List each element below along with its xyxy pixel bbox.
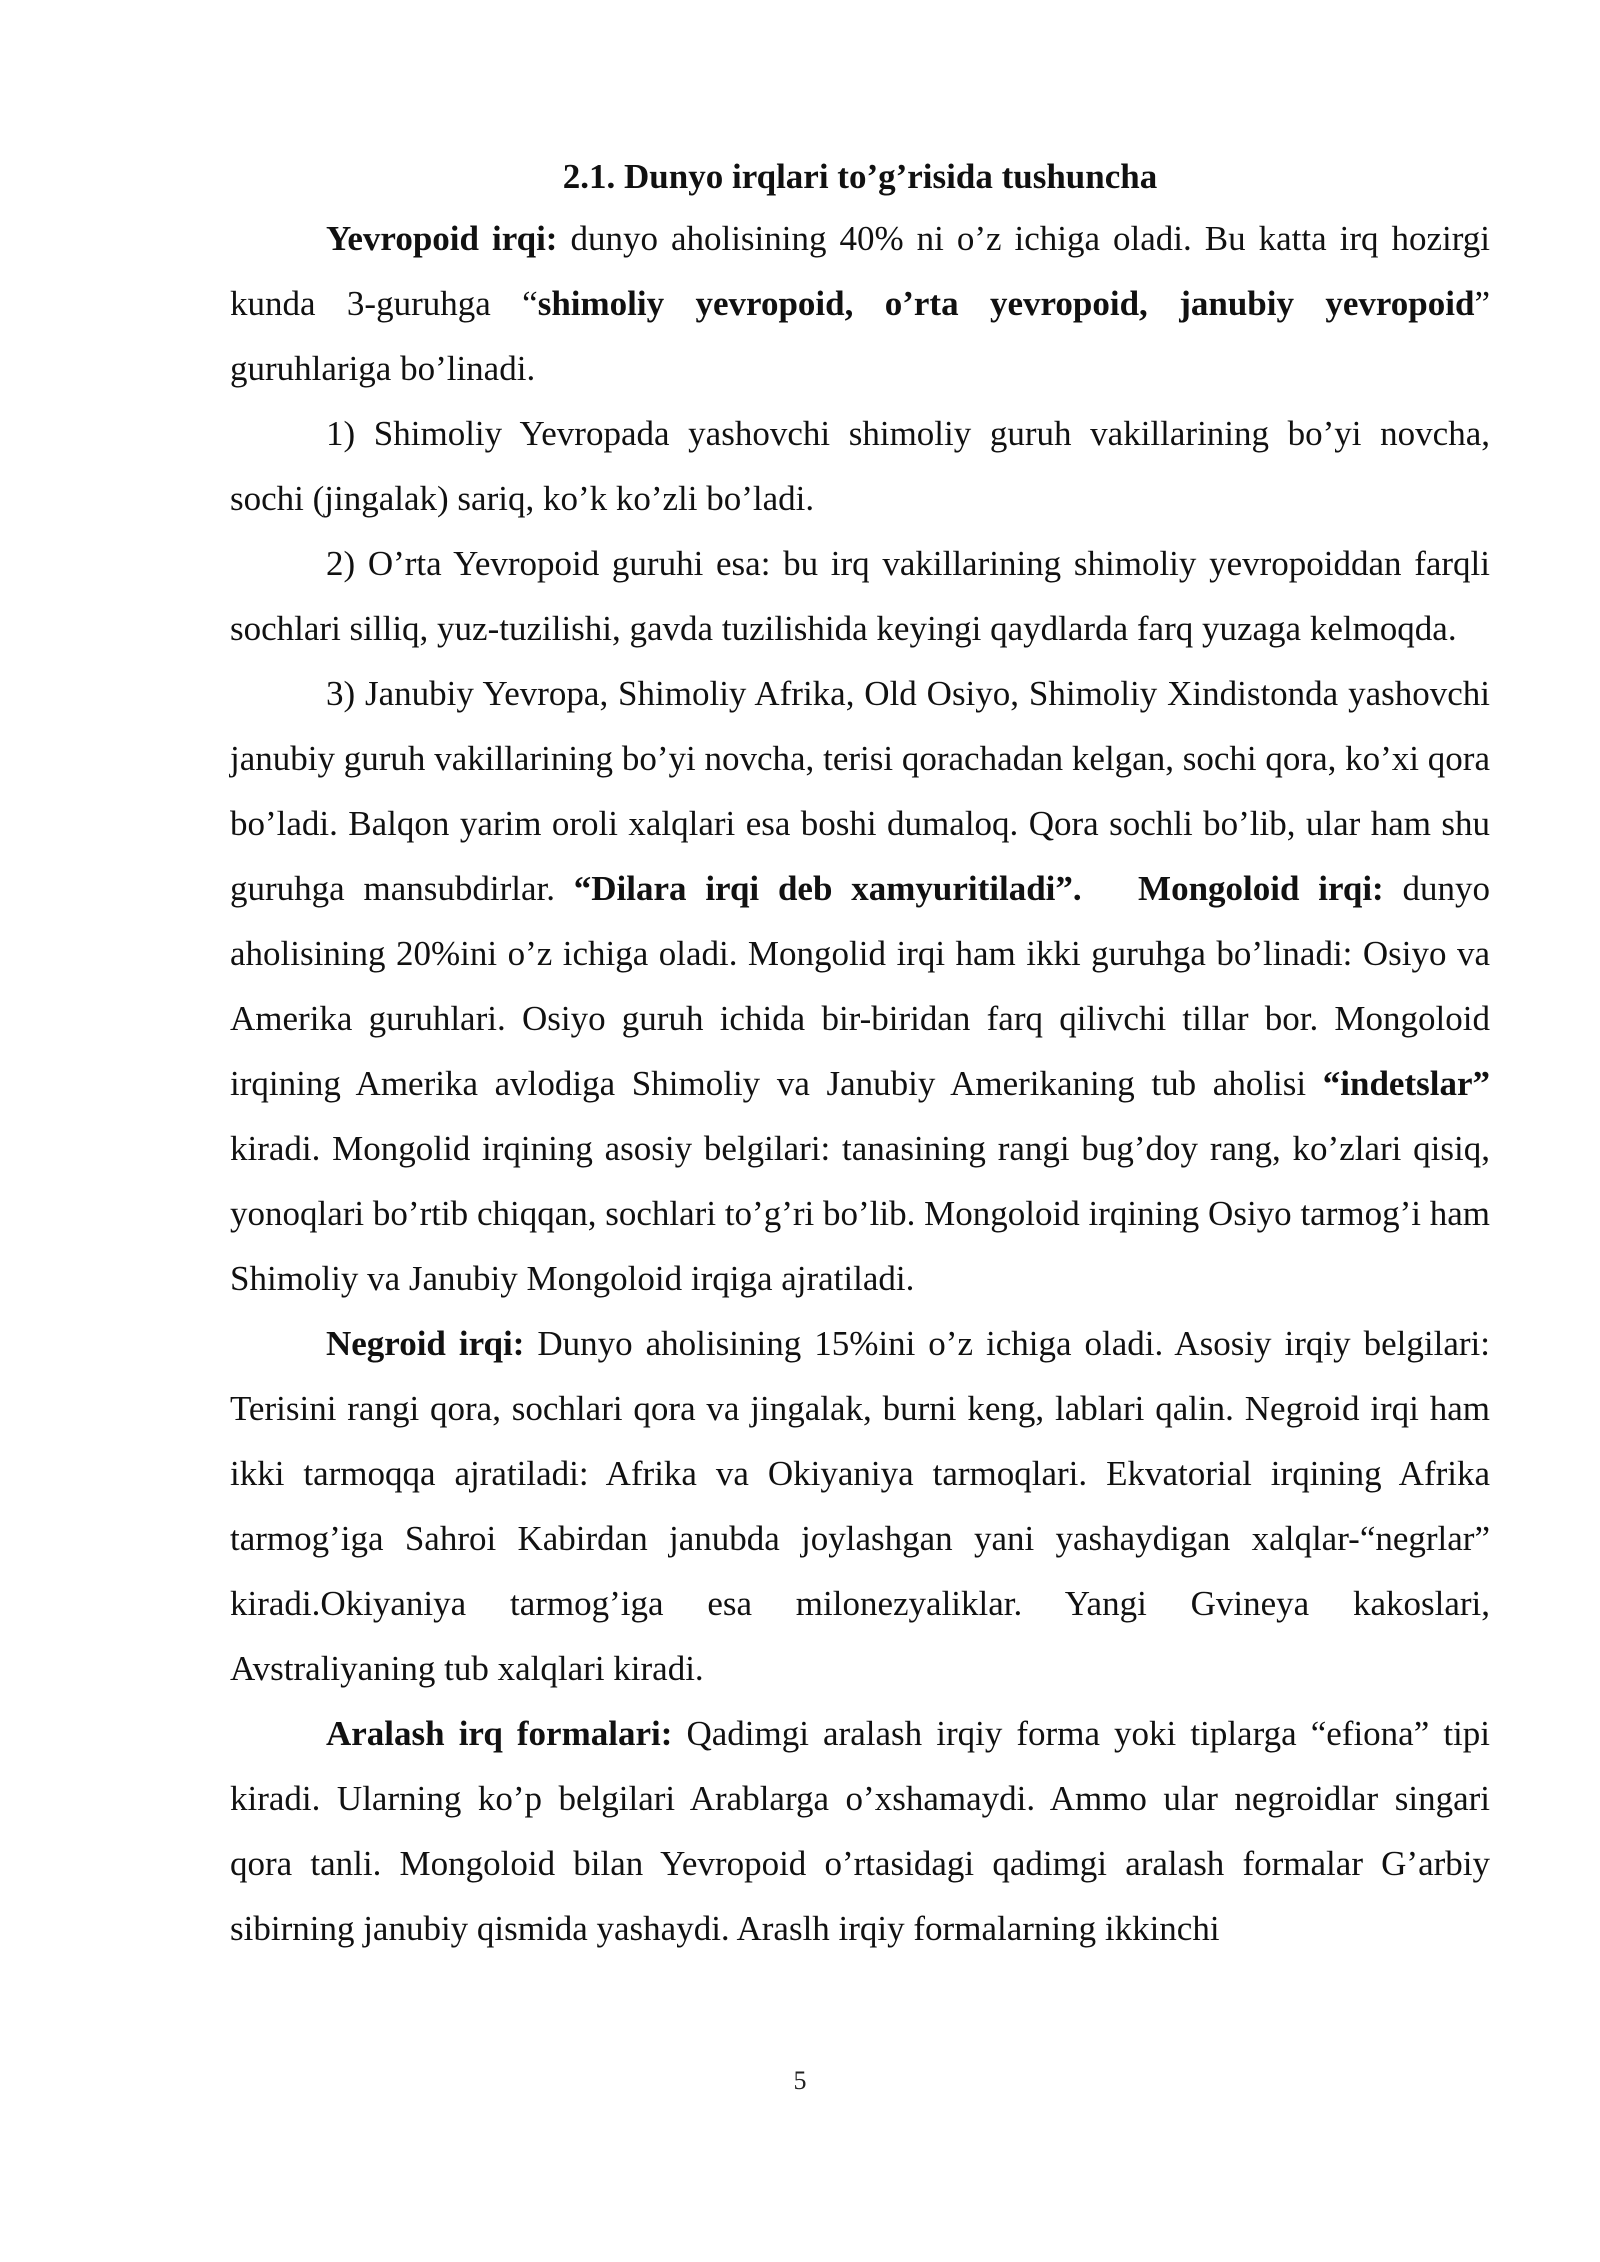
paragraph-mixed-forms (230, 1701, 1490, 1961)
text: 2) O’rta Yevropoid guruhi esa: bu irq vakillarining shimoliy yevropoiddan farqli sochlari silliq, yuz-tuzilishi, gavda tuzilishida keyingi qaydlarda farq yuzaga kelmoqda. (230, 544, 1490, 648)
term-dilara: “Dilara irqi deb xamyuritiladi”. (573, 869, 1082, 908)
text: ” guruhlariga bo’linadi. (230, 284, 1491, 388)
text: dunyo aholisining 20%ini o’z ichiga oladi. Mongolid irqi ham ikki guruhga bo’linadi: Osiyo va Amerika guruhlari. Osiyo guruh ichida bir-biridan farq qilivchi tillar bor. Mongoloid irqining Amerika avlodiga Shimoliy va Janubiy Amerikaning tub aholisi (230, 869, 1491, 1103)
paragraph-southern-group (230, 661, 1490, 1311)
document-page (230, 148, 1490, 1961)
term-subgroups: shimoliy yevropoid, o’rta yevropoid, janubiy yevropoid (537, 284, 1475, 323)
text: dunyo aholisining 40% ni o’z ichiga oladi. Bu katta irq hozirgi kunda 3-guruhga “ (230, 219, 1490, 323)
paragraph-negroid (230, 1311, 1490, 1701)
term-negroid: Negroid irqi: (326, 1324, 525, 1363)
text (1082, 869, 1138, 908)
text: 3) Janubiy Yevropa, Shimoliy Afrika, Old Osiyo, Shimoliy Xindistonda yashovchi janubiy guruh vakillarining bo’yi novcha, terisi qorachadan kelgan, sochi qora, ko’xi qora bo’ladi. Balqon yarim oroli xalqlari esa boshi dumaloq. Qora sochli bo’lib, ular ham shu guruhga mansubdirlar. (230, 674, 1490, 908)
term-mixed-forms: Aralash irq formalari: (326, 1714, 673, 1753)
page-number: 5 (793, 2066, 807, 2095)
term-mongoloid: Mongoloid irqi: (1138, 869, 1384, 908)
paragraph-central-group (230, 531, 1490, 661)
text: Qadimgi aralash irqiy forma yoki tiplarga “efiona” tipi kiradi. Ularning ko’p belgilari Arablarga o’xshamaydi. Ammo ular negroidlar singari qora tanli. Mongoloid bilan Yevropoid o’rtasidagi qadimgi aralash formalar G’arbiy sibirning janubiy qismida yashaydi. Araslh irqiy formalarning ikkinchi (230, 1714, 1490, 1948)
paragraph-northern-group (230, 401, 1490, 531)
section-title: 2.1. Dunyo irqlari to’g’risida tushuncha (562, 157, 1158, 196)
paragraph-yevropoid (230, 206, 1490, 401)
term-indetslar: “indetslar” (1322, 1064, 1490, 1103)
text: Dunyo aholisining 15%ini o’z ichiga oladi. Asosiy irqiy belgilari: Terisini rangi qora, sochlari qora va jingalak, burni keng, lablari qalin. Negroid irqi ham ikki tarmoqqa ajratiladi: Afrika va Okiyaniya tarmoqlari. Ekvatorial irqining Afrika tarmog’iga Sahroi Kabirdan janubda joylashgan yani yashaydigan xalqlar-“negrlar” kiradi.Okiyaniya tarmog’iga esa milonezyaliklar. Yangi Gvineya kakoslari, Avstraliyaning tub xalqlari kiradi. (230, 1324, 1490, 1688)
text: 1) Shimoliy Yevropada yashovchi shimoliy guruh vakillarining bo’yi novcha, sochi (jingalak) sariq, ko’k ko’zli bo’ladi. (230, 414, 1490, 518)
text: kiradi. Mongolid irqining asosiy belgilari: tanasining rangi bug’doy rang, ko’zlari qisiq, yonoqlari bo’rtib chiqqan, sochlari to’g’ri bo’lib. Mongoloid irqining Osiyo tarmog’i ham Shimoliy va Janubiy Mongoloid irqiga ajratiladi. (230, 1129, 1490, 1298)
term-yevropoid: Yevropoid irqi: (326, 219, 558, 258)
